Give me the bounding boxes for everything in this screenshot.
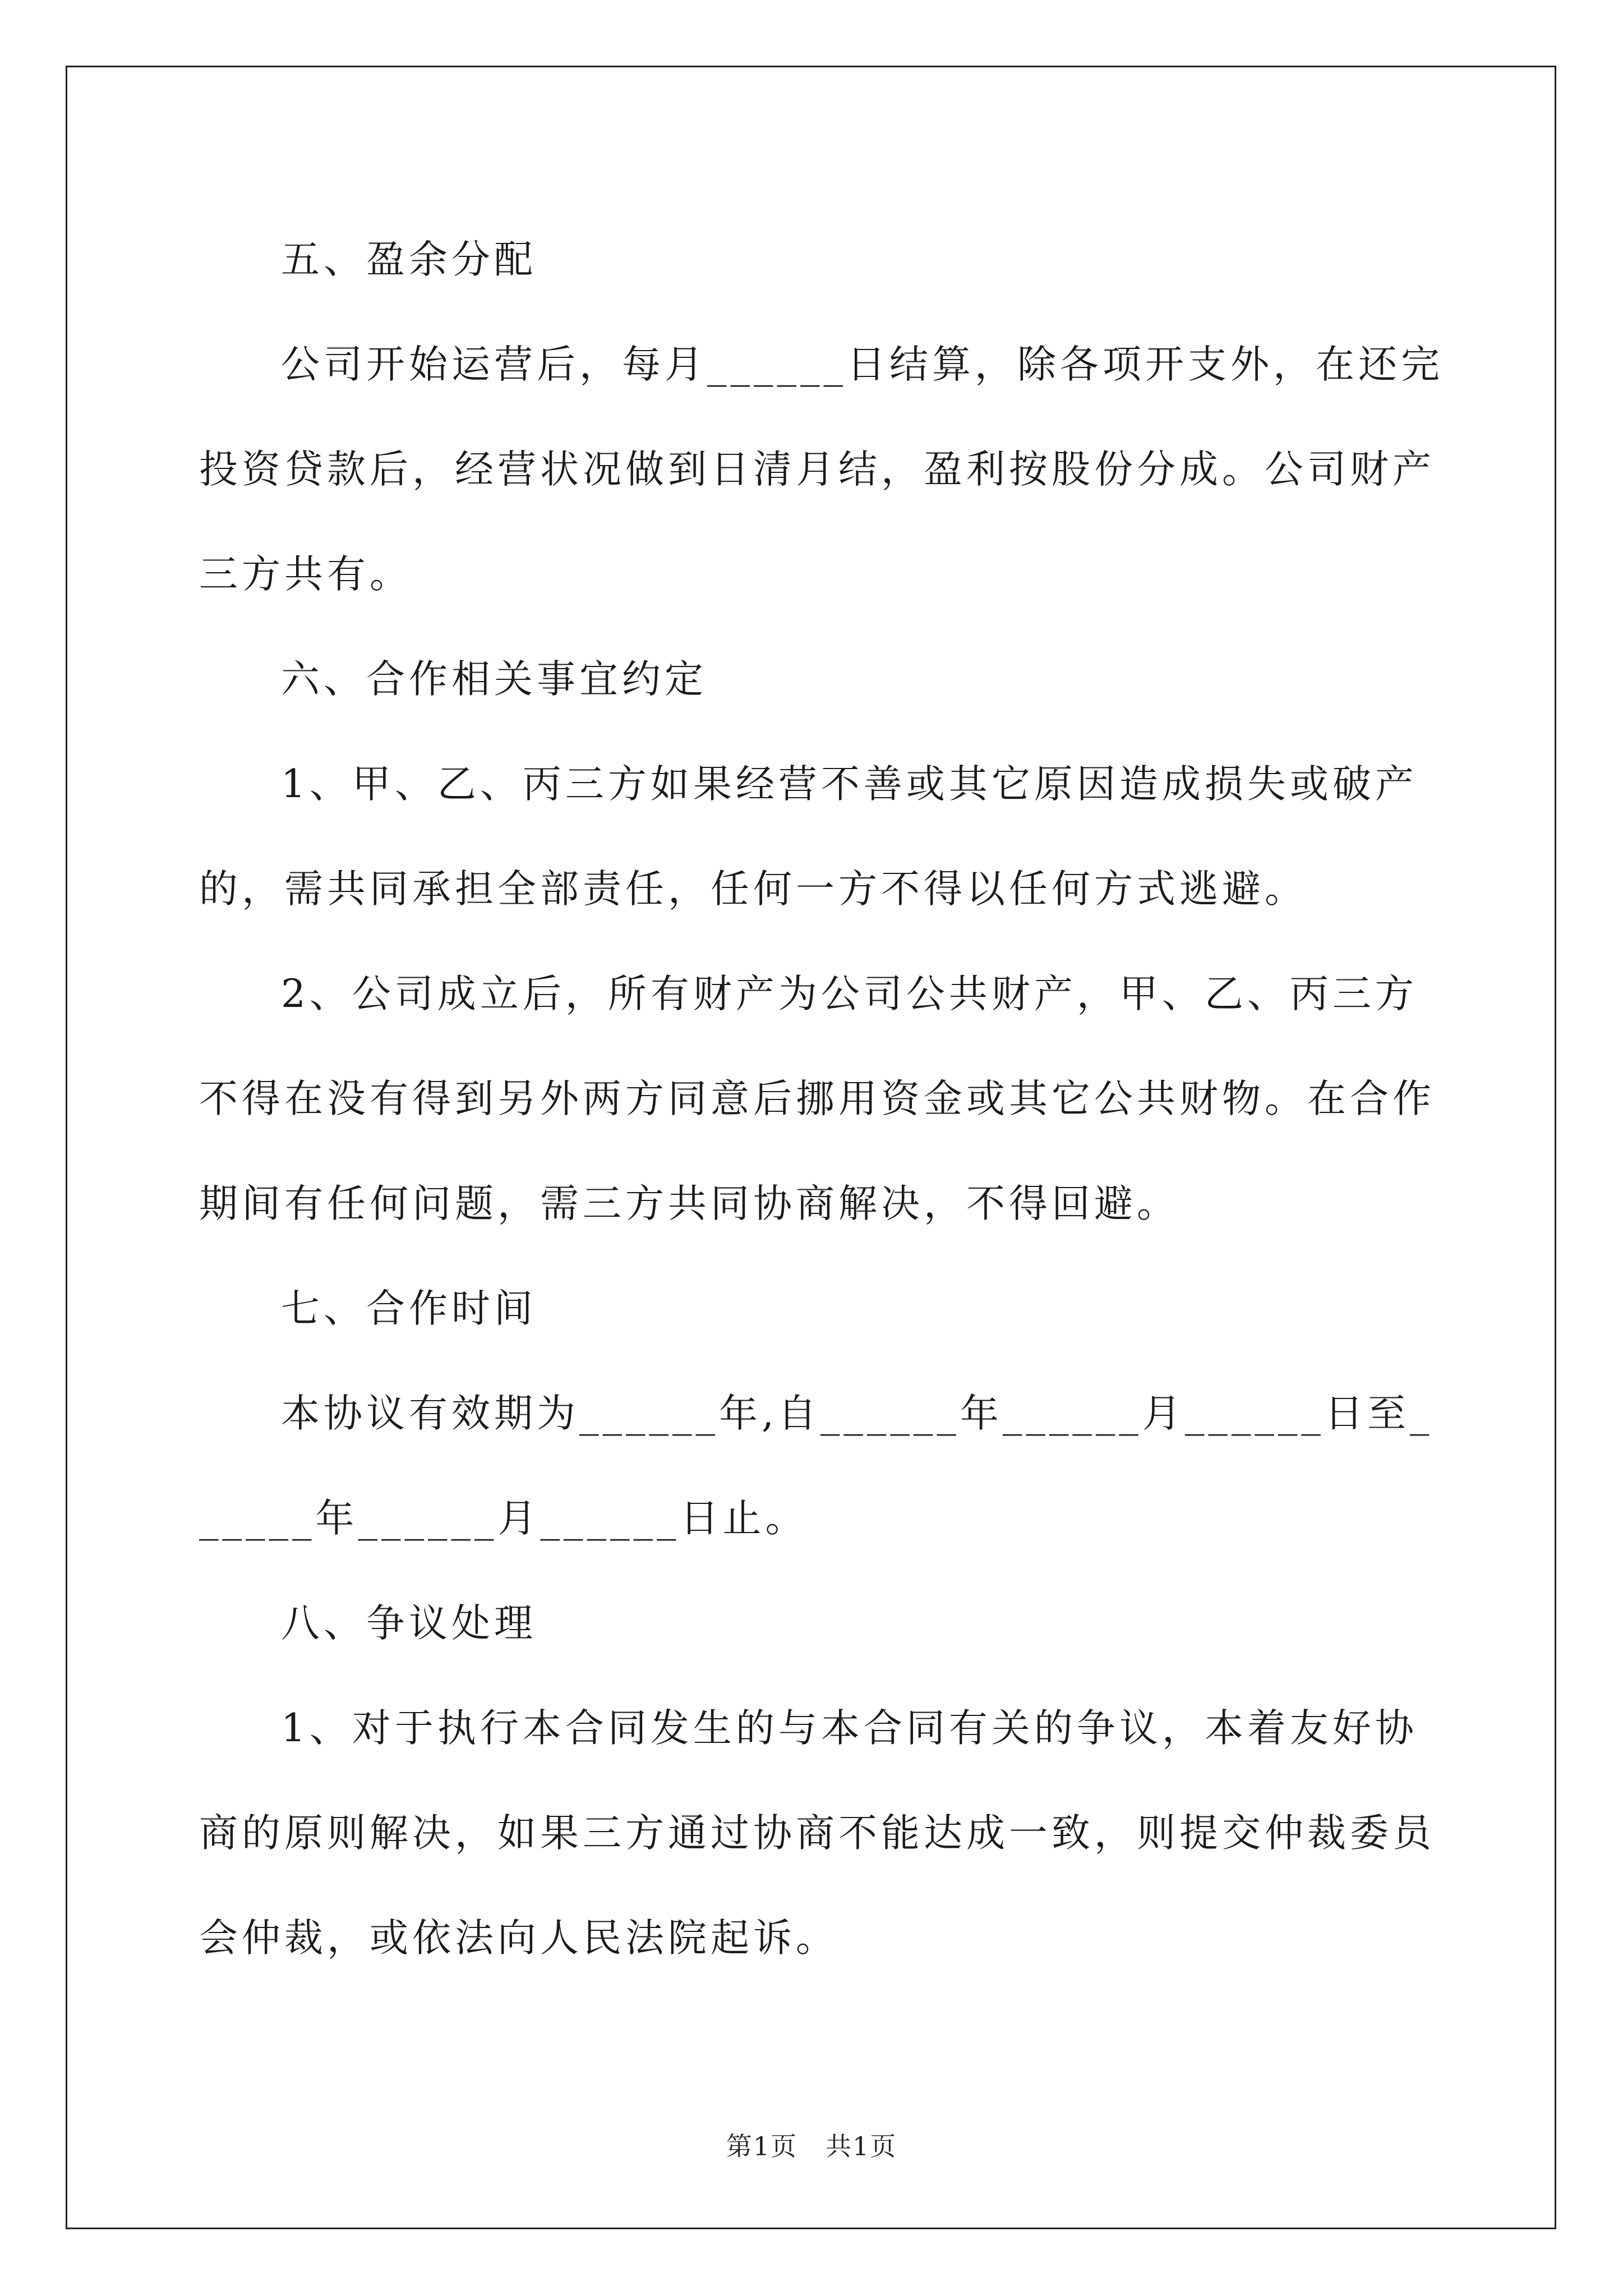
paragraph-cooperation-clause-2: 2、公司成立后，所有财产为公司公共财产，甲、乙、丙三方不得在没有得到另外两方同意后挪用资金或其它公共财物。在合作期间有任何问题，需三方共同协商解决，不得回避。: [199, 972, 1435, 1226]
document-body: [199, 208, 1455, 1991]
section-heading-dispute-resolution: 八、争议处理: [281, 1601, 537, 1646]
paragraph-profit-distribution: 公司开始运营后，每月______日结算，除各项开支外，在还完投资贷款后，经营状况做到日清月结，盈利按股份分成。公司财产三方共有。: [199, 342, 1444, 597]
section-heading-profit-distribution: 五、盈余分配: [281, 237, 537, 282]
paragraph-cooperation-period: 本协议有效期为______年,自______年______月______日至______年______月______日止。: [199, 1391, 1433, 1541]
section-heading-cooperation-matters: 六、合作相关事宜约定: [281, 657, 707, 702]
section-heading-cooperation-period: 七、合作时间: [281, 1286, 537, 1331]
page-footer: [0, 2126, 1623, 2163]
total-pages: 共1页: [825, 2131, 897, 2161]
page-number: 第1页: [726, 2131, 798, 2161]
paragraph-cooperation-clause-1: 1、甲、乙、丙三方如果经营不善或其它原因造成损失或破产的，需共同承担全部责任，任何一方不得以任何方式逃避。: [199, 762, 1418, 912]
paragraph-dispute-clause-1: 1、对于执行本合同发生的与本合同有关的争议，本着友好协商的原则解决，如果三方通过协商不能达成一致，则提交仲裁委员会仲裁，或依法向人民法院起诉。: [199, 1706, 1435, 1961]
